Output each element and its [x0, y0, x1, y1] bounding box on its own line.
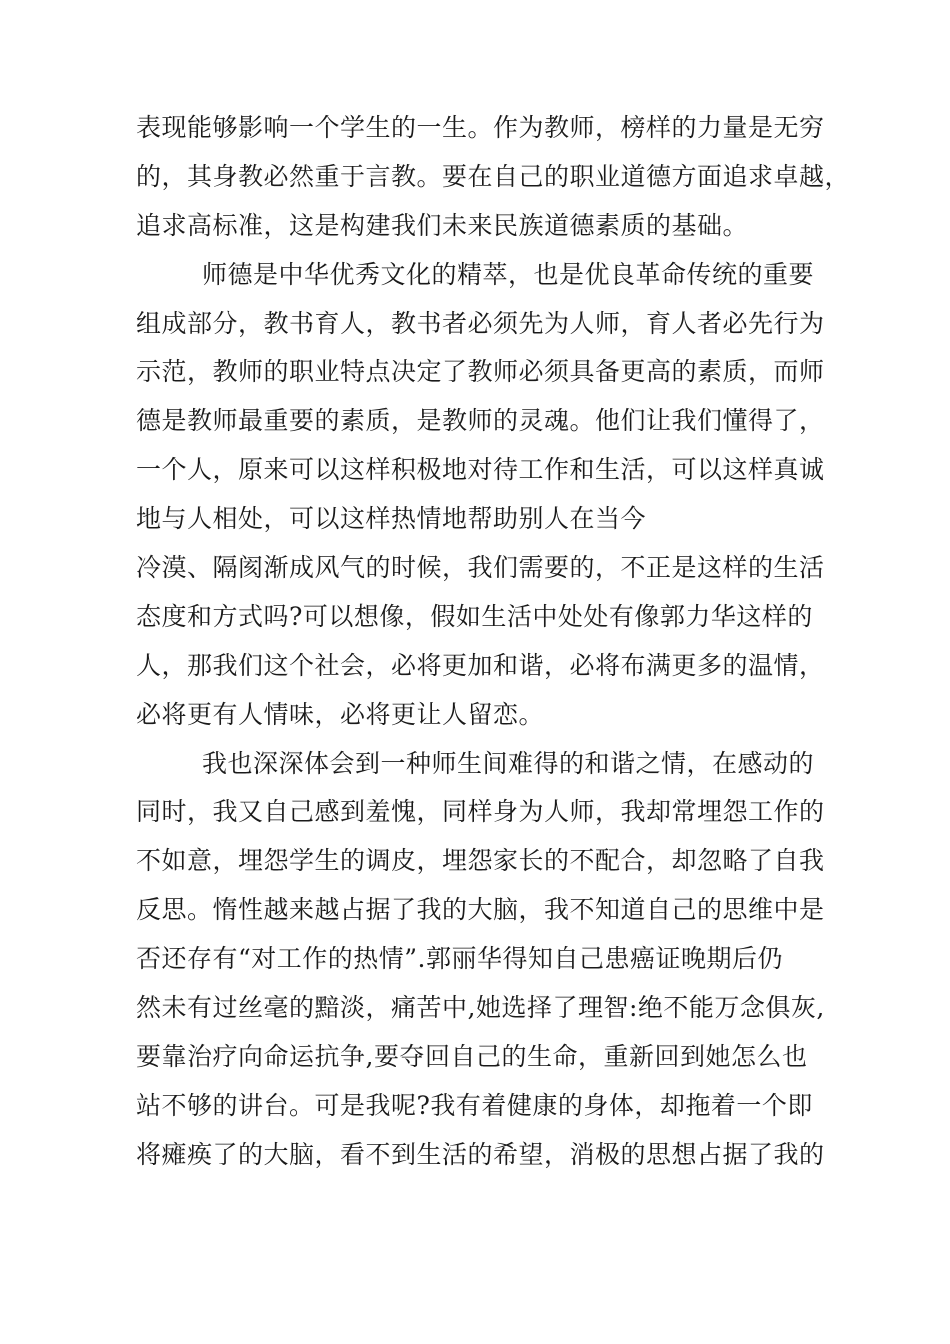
paragraph-start-line: 我也深深体会到一种师生间难得的和谐之情，在感动的: [202, 748, 815, 778]
text-line: 组成部分，教书育人，教书者必须先为人师，育人者必先行为: [136, 308, 825, 338]
text-line: 不如意，埋怨学生的调皮，埋怨家长的不配合，却忽略了自我: [136, 846, 825, 876]
text-line: 反思。惰性越来越占据了我的大脑，我不知道自己的思维中是: [136, 895, 825, 925]
text-line: 一个人，原来可以这样积极地对待工作和生活，可以这样真诚: [136, 455, 825, 485]
text-line: 必将更有人情味，必将更让人留恋。: [136, 699, 545, 729]
text-line: 人，那我们这个社会，必将更加和谐，必将布满更多的温情，: [136, 650, 825, 680]
body-text: [136, 104, 851, 1180]
text-line: 然未有过丝毫的黯淡，痛苦中,她选择了理智:绝不能万念俱灰,: [136, 993, 825, 1023]
text-line: 追求高标准，这是构建我们未来民族道德素质的基础。: [136, 210, 749, 240]
text-line: 表现能够影响一个学生的一生。作为教师，榜样的力量是无穷: [136, 113, 825, 142]
text-line: 的，其身教必然重于言教。要在自己的职业道德方面追求卓越，: [136, 161, 851, 191]
text-line: 同时，我又自己感到羞愧，同样身为人师，我却常埋怨工作的: [136, 797, 825, 827]
text-line: 否还存有“对工作的热情”.郭丽华得知自己患癌证晚期后仍: [136, 944, 784, 974]
text-line: 冷漠、隔阂渐成风气的时候，我们需要的，不正是这样的生活: [136, 553, 825, 583]
text-line: 站不够的讲台。可是我呢?我有着健康的身体，却拖着一个即: [136, 1090, 813, 1120]
text-line: 德是教师最重要的素质，是教师的灵魂。他们让我们懂得了，: [136, 406, 825, 436]
text-line: 地与人相处，可以这样热情地帮助别人在当今: [136, 504, 647, 534]
paragraph-start-line: 师德是中华优秀文化的精萃，也是优良革命传统的重要: [202, 259, 815, 289]
text-line: 示范，教师的职业特点决定了教师必须具备更高的素质，而师: [136, 357, 825, 387]
text-line: 将瘫痪了的大脑，看不到生活的希望，消极的思想占据了我的: [136, 1139, 825, 1169]
text-line: 态度和方式吗?可以想像，假如生活中处处有像郭力华这样的: [136, 601, 813, 631]
text-line: 要靠治疗向命运抗争,要夺回自己的生命，重新回到她怎么也: [136, 1041, 808, 1071]
